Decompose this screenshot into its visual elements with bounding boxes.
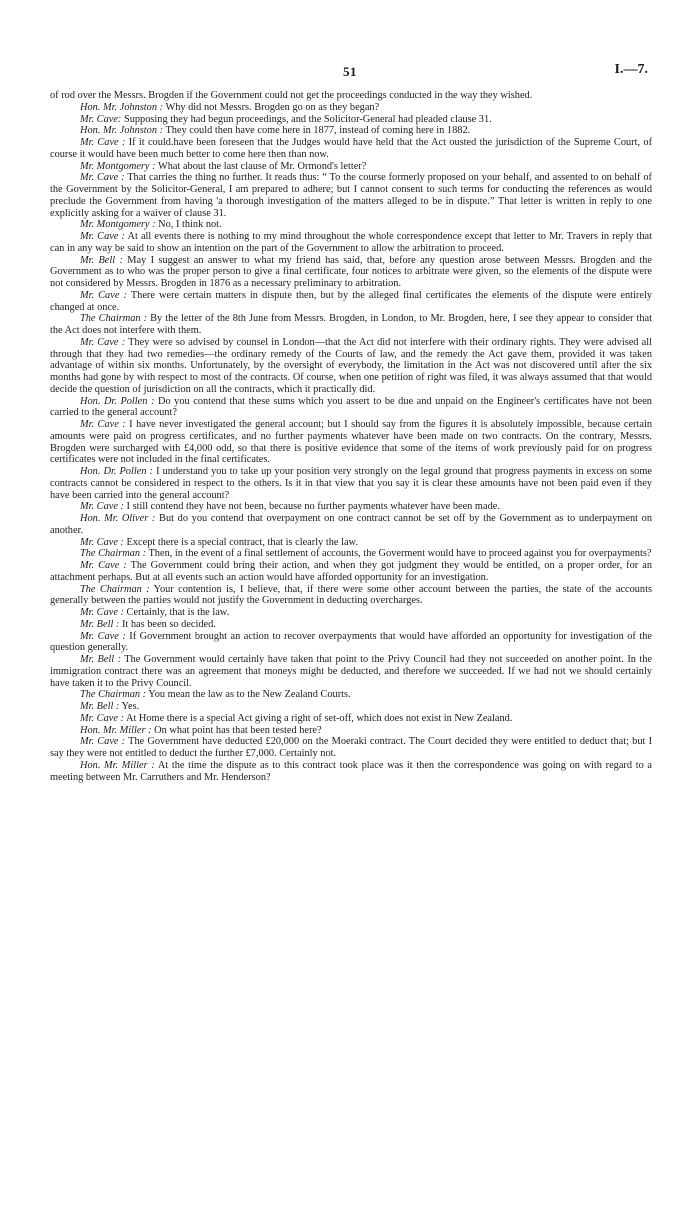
speaker-name: Mr. Cave : — [80, 289, 127, 301]
speaker-name: The Chairman : — [80, 313, 148, 325]
transcript-paragraph — [50, 560, 652, 584]
speech-text: May I suggest an answer to what my friend has said, that, before any question arose between Messrs. Brogden and the Government as to who was the proper person to give a final certificate, four notices to arbitrate were given, so the elements of the dispute were not considered by Messrs. Brogden in 1876 as a necessary preliminary to arbitration. — [50, 254, 653, 289]
speaker-name: Hon. Dr. Pollen : — [80, 395, 155, 407]
transcript-paragraph — [50, 689, 652, 701]
transcript-paragraph — [50, 537, 652, 549]
transcript-paragraph — [50, 760, 652, 784]
speech-text: The Government have deducted £20,000 on the Moeraki contract. The Court decided they were entitled to deduct that; but I say they were not entitled to deduct the further £7,000. Certainly not. — [50, 736, 653, 759]
transcript-paragraph — [50, 548, 652, 560]
page-number: 51 — [343, 64, 357, 79]
transcript-paragraph — [50, 290, 652, 314]
transcript-paragraph — [50, 337, 652, 396]
speaker-name: Hon. Mr. Johnston : — [80, 125, 164, 137]
transcript-paragraph — [50, 219, 652, 231]
transcript-paragraph — [50, 701, 652, 713]
speaker-name: The Chairman : — [80, 548, 147, 560]
transcript-paragraph — [50, 631, 652, 655]
speech-text: It has been so decided. — [119, 618, 216, 630]
speech-text: By the letter of the 8th June from Messrs. Brogden, in London, to Mr. Brogden, here, I see they appear to consider that the Act does not interfere with them. — [50, 313, 652, 336]
speaker-name: The Chairman : — [80, 689, 147, 701]
speaker-name: Mr. Cave: — [80, 113, 122, 125]
speaker-name: Mr. Cave : — [80, 560, 127, 571]
speech-text: Except there is a special contract, that is clearly the law. — [123, 536, 358, 548]
speaker-name: Mr. Bell : — [80, 254, 123, 266]
speaker-name: Mr. Cave : — [80, 736, 126, 748]
speech-text: Why did not Messrs. Brogden go on as they began? — [163, 101, 380, 113]
speech-text: Then, in the event of a final settlement of accounts, the Goverment would have to proceed against you for overpayments? — [146, 548, 652, 560]
transcript-paragraph — [50, 654, 652, 689]
speaker-name: Mr. Cave : — [80, 419, 126, 430]
transcript-paragraph — [50, 114, 652, 126]
transcript-body — [50, 90, 652, 783]
speech-text: Certainly, that is the law. — [123, 607, 230, 618]
transcript-paragraph — [50, 584, 652, 608]
speech-text: At the time the dispute as to this contract took place was it then the correspondence was going on with regard to a meeting between Mr. Carruthers and Mr. Henderson? — [50, 759, 652, 783]
speech-text: At Home there is a special Act giving a right of set-off, which does not exist in New Zealand. — [123, 712, 513, 724]
speech-text: The Government could bring their action, and when they got judgment they would be entitled, on a proper order, for an attachment perhaps. But at all events such an action would have afforded opportunity for an investigation. — [50, 560, 652, 583]
transcript-paragraph — [50, 725, 652, 737]
speaker-name: Mr. Montgomery : — [80, 160, 156, 172]
speech-text: That carries the thing no further. It reads thus: “ To the course formerly proposed on your behalf, and assented to on behalf of the Government by the Solicitor-General, I am prepared to adhere; but I cannot consent to such terms for conducting the references as would preclude the Government from having 'a thorough investigation of the matters alleged to be in dispute.” That letter is written in reply to one explicitly asking for a waiver of clause 31. — [50, 172, 652, 219]
speaker-name: Mr. Bell : — [80, 701, 120, 712]
speaker-name: Mr. Cave : — [80, 336, 126, 348]
transcript-paragraph — [50, 713, 652, 725]
transcript-paragraph — [50, 231, 652, 255]
speaker-name: Hon. Mr. Johnston : — [80, 101, 164, 113]
speaker-name: Mr. Cave : — [80, 172, 125, 184]
transcript-paragraph — [50, 172, 652, 219]
speech-text: I understand you to take up your position very strongly on the legal ground that progress payments in excess on some contracts cannot be considered in respect to the others. Is it in that view that you say it is clear these amounts have not been paid even if they have been carried into the general account? — [50, 466, 652, 501]
speaker-name: Hon. Mr. Miller : — [80, 724, 152, 736]
transcript-paragraph — [50, 607, 652, 619]
transcript-paragraph — [50, 137, 652, 161]
speech-text: They were so advised by counsel in London—that the Act did not interfere with their ordinary rights. They were advised all through that they had two remedies—the ordinary remedy of the Courts of law, and the remedy the Act gave them, provided it was taken advantage of within six months. Unfortunately, by the oversight of everybody, the limitation in the Act was not discovered until after the six months had gone by with respect to most of the contracts. Of course, when one petition of right was filed, it was always assumed that that would decide the question of jurisdiction on all the contracts, which it practically did. — [50, 336, 652, 395]
speaker-name: Mr. Cave : — [80, 536, 124, 548]
speaker-name: Mr. Montgomery : — [80, 219, 156, 231]
transcript-paragraph — [50, 513, 652, 537]
speaker-name: Mr. Cave : — [80, 607, 124, 618]
speaker-name: Mr. Bell : — [80, 618, 120, 630]
speech-text: If Government brought an action to recover overpayments that would have afforded an opportunity for investigation of the question generally. — [50, 630, 652, 654]
speaker-name: Hon. Mr. Oliver : — [80, 513, 156, 524]
speech-text: What about the last clause of Mr. Ormond's letter? — [155, 160, 367, 172]
speech-text: Supposing they had begun proceedings, and the Solicitor-General had pleaded clause 31. — [121, 113, 492, 125]
speaker-name: Hon. Dr. Pollen : — [80, 466, 154, 477]
speaker-name: The Chairman : — [80, 583, 150, 595]
speech-text: On what point has that been tested here? — [151, 724, 322, 736]
series-reference: I.—7. — [614, 62, 648, 77]
speaker-name: Mr. Cave : — [80, 137, 126, 148]
speech-text: You mean the law as to the New Zealand Courts. — [146, 689, 351, 701]
speech-text: Your contention is, I believe, that, if there were some other account between the parties, the state of the accounts generally between the parties would not justify the Government in deducting overcharges. — [50, 583, 653, 607]
speech-text: The Government would certainly have taken that point to the Privy Council had they not succeeded on another point. In the immigration contract there was an agreement that moneys might be deducted, and therefore we succeeded. If we had not we should certainly have taken it to the Privy Council. — [50, 654, 652, 689]
transcript-paragraph — [50, 125, 652, 137]
transcript-paragraph — [50, 313, 652, 337]
speech-text: of rod over the Messrs. Brogden if the Government could not get the proceedings conducted in the way they wished. — [50, 90, 533, 101]
speaker-name: Mr. Cave : — [80, 501, 124, 513]
speech-text: But do you contend that overpayment on one contract cannot be set off by the Government as to underpayment on another. — [50, 513, 653, 536]
transcript-paragraph — [50, 466, 652, 501]
speech-text: I still contend they have not been, because no further payments whatever have been made. — [123, 501, 500, 513]
transcript-paragraph — [50, 736, 652, 760]
transcript-paragraph — [50, 161, 652, 173]
speech-text: No, I think not. — [155, 219, 222, 231]
speech-text: At all events there is nothing to my mind throughout the whole correspondence except that letter to Mr. Travers in reply that can in any way be said to show an intention on the part of the Government to allow the arbitration to proceed. — [50, 231, 652, 254]
transcript-paragraph — [50, 102, 652, 114]
speaker-name: Mr. Bell : — [80, 654, 122, 665]
speaker-name: Mr. Cave : — [80, 630, 126, 642]
transcript-paragraph — [50, 501, 652, 513]
transcript-paragraph — [50, 419, 652, 466]
transcript-paragraph — [50, 396, 652, 420]
speech-text: If it could.have been foreseen that the Judges would have held that the Act ousted the jurisdiction of the Supreme Court, of course it would have been much better to come here then than now. — [50, 137, 653, 160]
speaker-name: Hon. Mr. Miller : — [80, 759, 155, 771]
speech-text: There were certain matters in dispute then, but by the alleged final certificates the elements of the dispute were entirely changed at once. — [50, 289, 652, 313]
transcript-paragraph — [50, 619, 652, 631]
speaker-name: Mr. Cave : — [80, 712, 124, 724]
transcript-paragraph — [50, 255, 652, 290]
speech-text: Do you contend that these sums which you assert to be due and unpaid on the Engineer's certificates have not been carried to the general account? — [50, 395, 652, 419]
speech-text: Yes. — [119, 701, 140, 712]
transcript-paragraph — [50, 90, 652, 102]
speaker-name: Mr. Cave : — [80, 231, 125, 242]
speech-text: I have never investigated the general account; but I should say from the figures it is absolutely impossible, because certain amounts were paid on progress certificates, and no further payments whatever have been made on two contracts. On the contrary, Messrs. Brogden were surcharged with £4,000 odd, so that there is positive evidence that some of the items of work previously paid for on progress certificates were not included in the final certificates. — [50, 419, 653, 466]
speech-text: They could then have come here in 1877, instead of coming here in 1882. — [163, 125, 471, 137]
